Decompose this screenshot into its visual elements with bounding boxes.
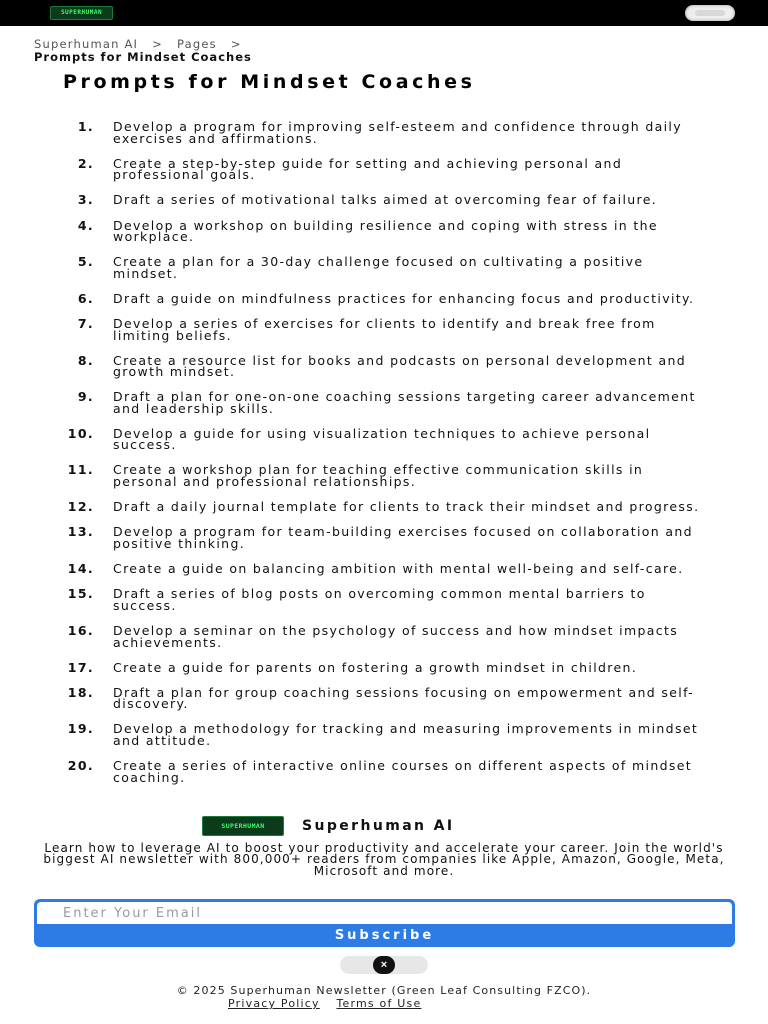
prompt-text: Create a step-by-step guide for setting and achieving personal and professional goals. [113,155,623,183]
brand-name: Superhuman AI [302,818,455,834]
list-number: 14. [67,560,94,576]
list-item [40,318,700,341]
list-number: 10. [67,425,94,441]
list-item [40,425,700,453]
prompt-text: Draft a daily journal template for clients to track their mindset and progress. [113,498,700,514]
prompt-text: Develop a methodology for tracking and measuring improvements in mindset and attitude. [113,721,699,749]
copyright-text: © 2025 Superhuman Newsletter (Green Leaf Consulting FZCO). [176,984,592,997]
list-item [40,155,700,183]
list-item [40,194,700,206]
list-item [40,217,700,245]
list-number: 5. [77,254,94,270]
email-field[interactable] [37,902,732,924]
prompt-text: Create a resource list for books and podcasts on personal development and growth mindset. [113,352,687,380]
breadcrumb-item-home[interactable]: Superhuman AI [34,37,139,51]
prompt-text: Develop a guide for using visualization techniques to achieve personal success. [113,425,651,453]
list-item [40,760,700,783]
list-item [40,721,700,749]
list-number: 15. [67,586,94,602]
prompt-text: Create a workshop plan for teaching effective communication skills in personal and professional relationships. [113,462,644,489]
list-item [40,588,700,611]
list-number: 6. [77,290,94,306]
list-number: 2. [77,155,94,171]
prompt-text: Develop a seminar on the psychology of success and how mindset impacts achievements. [113,622,679,650]
privacy-policy-link[interactable]: Privacy Policy [228,997,320,1010]
prompt-list [40,121,700,797]
prompt-text: Draft a series of motivational talks aimed at overcoming fear of failure. [113,192,658,208]
prompt-text: Develop a program for improving self-esteem and confidence through daily exercises and affirmations. [113,119,683,146]
top-bar [0,0,768,26]
list-number: 17. [67,659,94,675]
breadcrumb-separator: > [152,37,163,51]
breadcrumb [34,38,256,64]
prompt-text: Develop a program for team-building exercises focused on collaboration and positive thinking. [113,524,693,551]
close-button[interactable] [340,956,428,974]
list-number: 4. [77,217,94,233]
breadcrumb-item-pages[interactable]: Pages [176,37,217,51]
list-number: 9. [77,389,94,405]
prompt-text: Draft a guide on mindfulness practices for enhancing focus and productivity. [113,290,695,306]
subscribe-button[interactable]: Subscribe [34,924,735,946]
prompt-text: Create a guide on balancing ambition with mental well-being and self-care. [113,560,684,576]
newsletter-signup-form [34,899,735,947]
footer-links [228,998,433,1010]
list-item [40,684,700,712]
list-item [40,464,700,487]
prompt-text: Create a series of interactive online courses on different aspects of mindset coaching. [113,758,693,785]
list-item [40,391,700,414]
list-item [40,290,700,306]
page-title: Prompts for Mindset Coaches [63,71,476,93]
superhuman-logo[interactable]: SUPERHUMAN [50,6,113,20]
prompt-text: Create a guide for parents on fostering a growth mindset in children. [113,659,638,675]
list-number: 3. [77,192,94,208]
list-item [40,622,700,650]
list-number: 12. [67,498,94,514]
list-item [40,352,700,380]
list-number: 13. [67,524,94,540]
prompt-text: Develop a series of exercises for clients to identify and break free from limiting beliefs. [113,316,656,343]
list-item [40,560,700,576]
list-number: 11. [67,462,94,478]
terms-of-use-link[interactable]: Terms of Use [336,997,422,1010]
prompt-text: Draft a plan for one-on-one coaching sessions targeting career advancement and leadership skills. [113,389,696,416]
list-item [40,256,700,279]
list-number: 8. [77,352,94,368]
list-number: 19. [67,721,94,737]
list-number: 20. [67,758,94,774]
prompt-text: Draft a series of blog posts on overcoming common mental barriers to success. [113,586,646,613]
breadcrumb-current: Prompts for Mindset Coaches [34,50,252,64]
superhuman-logo[interactable]: SUPERHUMAN [202,816,284,836]
list-number: 16. [67,622,94,638]
prompt-text: Draft a plan for group coaching sessions focusing on empowerment and self-discovery. [113,684,694,712]
list-number: 1. [77,119,94,134]
toggle-button[interactable] [685,5,735,21]
newsletter-description: Learn how to leverage AI to boost your productivity and accelerate your career. Join the world's biggest AI newsletter with 800,000+ readers from companies like Apple, Amazon, Google, Meta, Microsoft and more. [43,841,725,878]
breadcrumb-separator: > [230,37,242,51]
close-icon: × [373,956,395,974]
list-item [40,659,700,675]
prompt-text: Develop a workshop on building resilience and coping with stress in the workplace. [113,217,658,245]
footer-brand [202,816,455,836]
list-item [40,498,700,514]
list-item [40,121,700,144]
list-number: 18. [67,684,94,700]
list-item [40,526,700,549]
list-number: 7. [77,316,94,332]
prompt-text: Create a plan for a 30-day challenge focused on cultivating a positive mindset. [113,254,644,281]
